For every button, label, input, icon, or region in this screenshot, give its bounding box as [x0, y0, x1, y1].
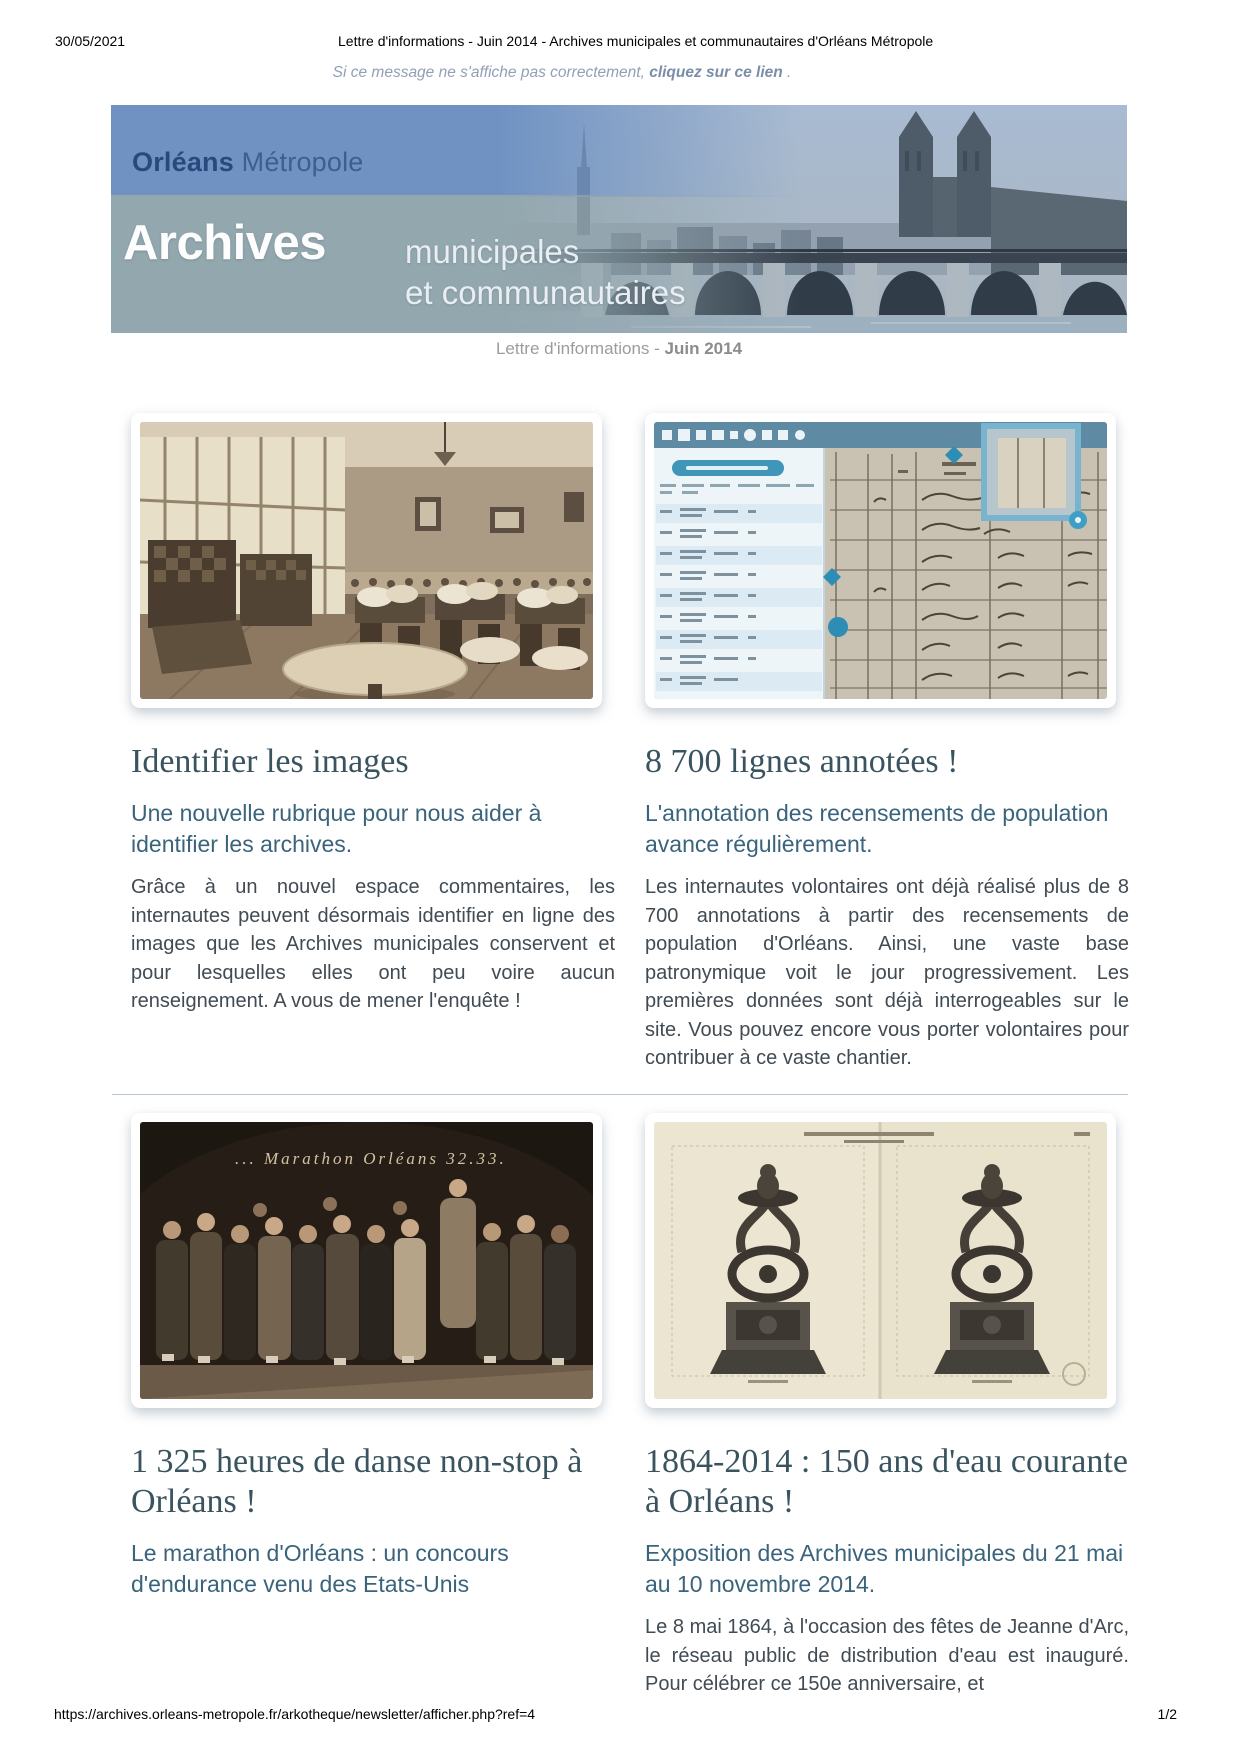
article-title: 1 325 heures de danse non-stop à Orléans ! [131, 1443, 583, 1520]
notice-suffix: . [782, 64, 792, 81]
newsletter-edition-subtitle [111, 339, 1127, 359]
webversion-link[interactable]: cliquez sur ce lien [649, 64, 783, 81]
article-marathon-danse [131, 1113, 615, 1613]
brand-bold: Orléans [132, 147, 234, 177]
banner-subtitle [405, 231, 686, 313]
print-date: 30/05/2021 [55, 33, 126, 49]
article-title: 8 700 lignes annotées ! [645, 743, 959, 780]
brand-light: Métropole [233, 147, 364, 177]
engraving-fountain-plates [654, 1122, 1107, 1399]
screenshot-annotation-interface [654, 422, 1107, 699]
article-subtitle: Exposition des Archives municipales du 21 mai au 10 novembre 2014. [645, 1540, 1124, 1597]
edition-prefix: Lettre d'informations - [495, 339, 665, 358]
newsletter-banner [111, 105, 1127, 333]
article-photo-frame [131, 1113, 602, 1408]
article-identifier-les-images [131, 413, 615, 1016]
photo-old-classroom [140, 422, 593, 699]
article-8700-lignes-annotees [645, 413, 1129, 1073]
print-page-indicator: 1/2 [1157, 1706, 1177, 1722]
article-body: Grâce à un nouvel espace commentaires, les internautes peuvent désormais identifier en ligne des images que les Archives municipales conservent et pour lesquelles elles ont peu voire aucun renseignement. A vous de mener l'enquête ! [131, 876, 615, 1012]
article-photo-frame [645, 1113, 1116, 1408]
photo-caption-text: ... Marathon Orléans 32.33. [235, 1149, 507, 1168]
print-document-title: Lettre d'informations - Juin 2014 - Archives municipales et communautaires d'Orléans Métropole [338, 33, 934, 49]
banner-title-archives: Archives [123, 216, 327, 270]
navigator-thumbnail [984, 426, 1087, 529]
article-photo-frame [645, 413, 1116, 708]
article-body: Le 8 mai 1864, à l'occasion des fêtes de Jeanne d'Arc, le réseau public de distribution d'eau est inauguré. Pour célébrer ce 150e anniversaire, et [645, 1616, 1129, 1695]
brand-orleans-metropole [132, 147, 364, 178]
section-divider [112, 1094, 1128, 1095]
banner-subtitle-line1: municipales [405, 233, 580, 270]
webversion-notice [0, 64, 1124, 82]
article-subtitle: Une nouvelle rubrique pour nous aider à identifier les archives. [131, 800, 542, 857]
edition-month: Juin 2014 [664, 339, 743, 358]
article-body: Les internautes volontaires ont déjà réalisé plus de 8 700 annotations à partir des recensements de population d'Orléans. Ainsi, une vaste base patronymique voit le jour progressivement. Les premières données sont déjà interrogeables sur le site. Vous pouvez encore vous porter volontaires pour contribuer à ce vaste chantier. [645, 876, 1129, 1069]
print-footer-url: https://archives.orleans-metropole.fr/arkotheque/newsletter/afficher.php?ref=4 [54, 1706, 536, 1722]
article-150-ans-eau-courante [645, 1113, 1129, 1699]
notice-prefix: Si ce message ne s'affiche pas correctement, [332, 64, 650, 81]
article-title: 1864-2014 : 150 ans d'eau courante à Orléans ! [645, 1443, 1128, 1520]
article-photo-frame [131, 413, 602, 708]
article-title: Identifier les images [131, 743, 409, 780]
article-subtitle: L'annotation des recensements de population avance régulièrement. [645, 800, 1109, 857]
banner-subtitle-line2: et communautaires [405, 274, 686, 311]
article-subtitle: Le marathon d'Orléans : un concours d'endurance venu des Etats-Unis [131, 1540, 509, 1597]
photo-marathon-group [140, 1122, 593, 1399]
